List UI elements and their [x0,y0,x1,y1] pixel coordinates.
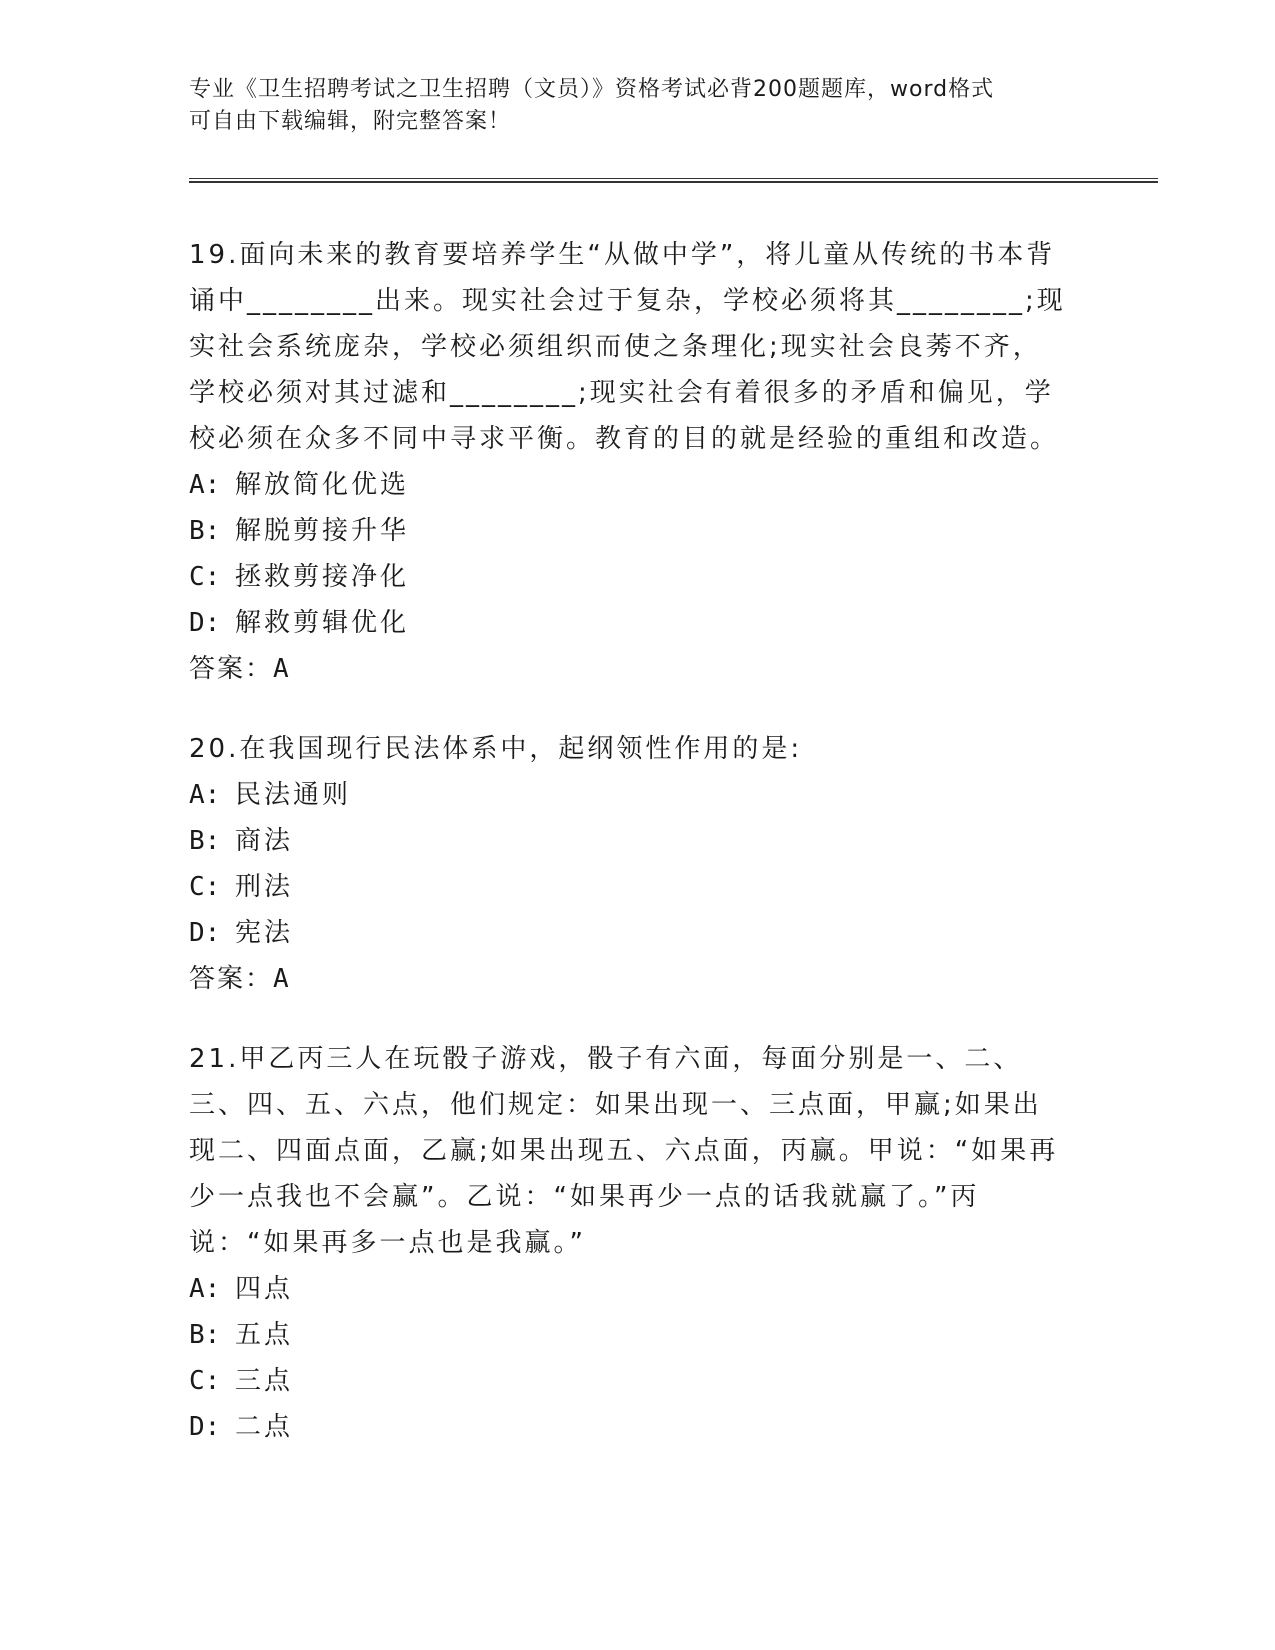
question-20 [189,726,1069,1002]
question-stem: 19.面向未来的教育要培养学生“从做中学”，将儿童从传统的书本背诵中________出来。现实社会过于复杂，学校必须将其________;现实社会系统庞杂，学校必须组织而使之条理化;现实社会良莠不齐，学校必须对其过滤和________;现实社会有着很多的矛盾和偏见，学校必须在众多不同中寻求平衡。教育的目的就是经验的重组和改造。 [189,240,1066,454]
option-text: 解救剪辑优化 [235,608,410,638]
option-letter: B: [189,516,221,546]
option-letter: B: [189,826,221,856]
option-letter: D: [189,608,221,638]
question-stem: 20.在我国现行民法体系中，起纲领性作用的是: [189,734,803,764]
question-21 [189,1036,1069,1450]
option-letter: D: [189,918,221,948]
option-text: 商法 [235,826,294,856]
header-line-2: 可自由下载编辑，附完整答案！ [189,109,512,134]
option-text: 解脱剪接升华 [235,516,410,546]
option-c [189,1358,1069,1404]
option-b [189,1312,1069,1358]
option-text: 刑法 [235,872,294,902]
option-letter: A: [189,780,221,810]
option-a [189,462,1069,508]
option-letter: C: [189,872,221,902]
option-letter: B: [189,1320,221,1350]
answer-value: A [273,964,291,994]
option-a [189,1266,1069,1312]
option-b [189,818,1069,864]
header-line-1: 专业《卫生招聘考试之卫生招聘（文员）》资格考试必背200题题库，word格式 [189,77,995,102]
option-letter: A: [189,1274,221,1304]
option-d [189,600,1069,646]
option-text: 二点 [235,1412,294,1442]
option-text: 四点 [235,1274,294,1304]
answer-line [189,956,1069,1002]
header-divider [189,178,1158,183]
option-text: 宪法 [235,918,294,948]
option-letter: C: [189,1366,221,1396]
option-d [189,1404,1069,1450]
option-text: 解放简化优选 [235,470,410,500]
option-a [189,772,1069,818]
option-text: 拯救剪接净化 [235,562,410,592]
document-header [189,74,1069,138]
option-d [189,910,1069,956]
answer-label: 答案： [189,654,274,684]
option-c [189,864,1069,910]
answer-line [189,646,1069,692]
option-letter: A: [189,470,221,500]
option-c [189,554,1069,600]
option-text: 三点 [235,1366,294,1396]
option-letter: D: [189,1412,221,1442]
question-19 [189,232,1069,692]
option-letter: C: [189,562,221,592]
option-text: 五点 [235,1320,294,1350]
option-text: 民法通则 [235,780,352,810]
answer-value: A [273,654,291,684]
question-list [189,232,1069,1484]
answer-label: 答案： [189,964,274,994]
question-stem: 21.甲乙丙三人在玩骰子游戏，骰子有六面，每面分别是一、二、三、四、五、六点，他们规定：如果出现一、三点面，甲赢;如果出现二、四面点面，乙赢;如果出现五、六点面，丙赢。甲说：“如果再少一点我也不会赢”。乙说：“如果再少一点的话我就赢了。”丙说：“如果再多一点也是我赢。” [189,1044,1059,1258]
option-b [189,508,1069,554]
